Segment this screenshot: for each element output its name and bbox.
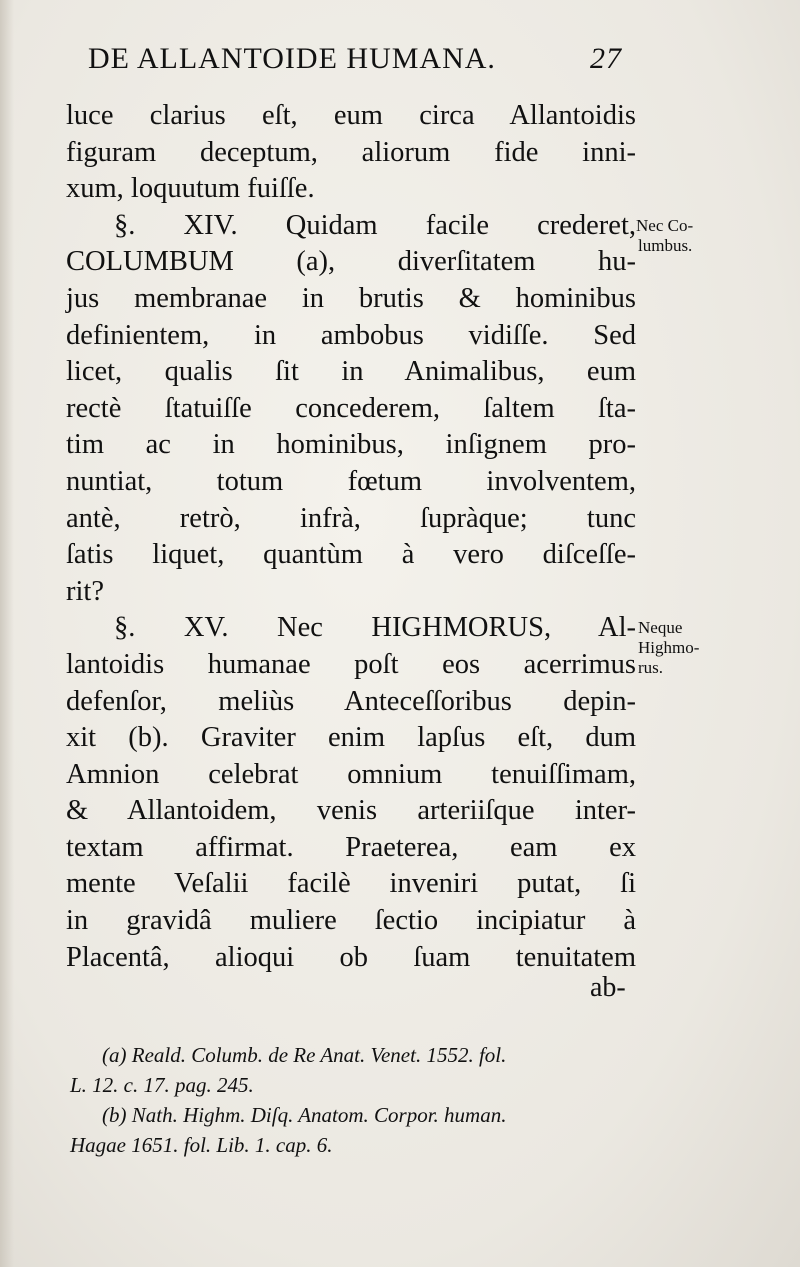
text-line: COLUMBUM (a), diverſitatem hu- <box>66 246 636 278</box>
margin-note-line: Neque <box>638 618 683 637</box>
footnote-line: (b) Nath. Highm. Diſq. Anatom. Corpor. human. <box>102 1103 507 1127</box>
margin-note-line: Nec Co- <box>636 216 694 235</box>
text-line: tim ac in hominibus, inſignem pro- <box>66 429 636 461</box>
text-line: xum, loquutum fuiſſe. <box>66 173 315 205</box>
text-line: rectè ſtatuiſſe concederem, ſaltem ſta- <box>66 392 636 424</box>
margin-note-line: lumbus. <box>638 236 693 255</box>
footnote-line: (a) Reald. Columb. de Re Anat. Venet. 1552. fol. <box>102 1043 507 1067</box>
text-line: Placentâ, alioqui ob ſuam tenuitatem <box>66 941 636 973</box>
text-line: lantoidis humanae poſt eos acerrimus <box>66 648 636 680</box>
text-line: luce clarius eſt, eum circa Allantoidis <box>66 100 636 131</box>
footnotes <box>70 1040 650 1160</box>
text-line: textam affirmat. Praeterea, eam ex <box>66 831 636 863</box>
margin-note-line: rus. <box>638 658 664 677</box>
text-line: & Allantoidem, venis arteriiſque inter- <box>66 795 636 827</box>
text-line: figuram deceptum, aliorum fide inni- <box>66 136 636 168</box>
header-title: DE ALLANTOIDE HUMANA. <box>88 42 496 75</box>
text-line: ſatis liquet, quantùm à vero diſceſſe- <box>66 539 636 571</box>
body-text <box>66 98 636 976</box>
page-number: 27 <box>590 42 622 75</box>
text-line: mente Veſalii facilè inveniri putat, ſi <box>66 868 636 900</box>
text-line: Amnion celebrat omnium tenuiſſimam, <box>66 758 636 790</box>
footnote-line: Hagae 1651. fol. Lib. 1. cap. 6. <box>70 1133 333 1157</box>
text-line: in gravidâ muliere ſectio incipiatur à <box>66 905 636 937</box>
margin-note-line: Highmo- <box>638 638 700 657</box>
footnote-line: L. 12. c. 17. pag. 245. <box>70 1073 254 1097</box>
text-line: nuntiat, totum fœtum involventem, <box>66 465 636 497</box>
text-line: definientem, in ambobus vidiſſe. Sed <box>66 319 636 351</box>
margin-note-columbus <box>636 216 693 256</box>
running-header <box>88 42 648 76</box>
text-line: licet, qualis ſit in Animalibus, eum <box>66 356 636 388</box>
text-line: §. XIV. Quidam facile crederet, <box>114 209 636 241</box>
text-line: defenſor, meliùs Anteceſſoribus depin- <box>66 685 636 717</box>
margin-note-highmorus <box>638 618 699 678</box>
page-spine-shadow <box>0 0 14 1267</box>
text-line: xit (b). Graviter enim lapſus eſt, dum <box>66 722 636 754</box>
catchword: ab- <box>590 972 626 1003</box>
text-line: jus membranae in brutis & hominibus <box>66 282 636 314</box>
text-line: §. XV. Nec HIGHMORUS, Al- <box>114 612 636 644</box>
text-line: rit? <box>66 575 104 607</box>
text-line: antè, retrò, infrà, ſupràque; tunc <box>66 502 636 534</box>
